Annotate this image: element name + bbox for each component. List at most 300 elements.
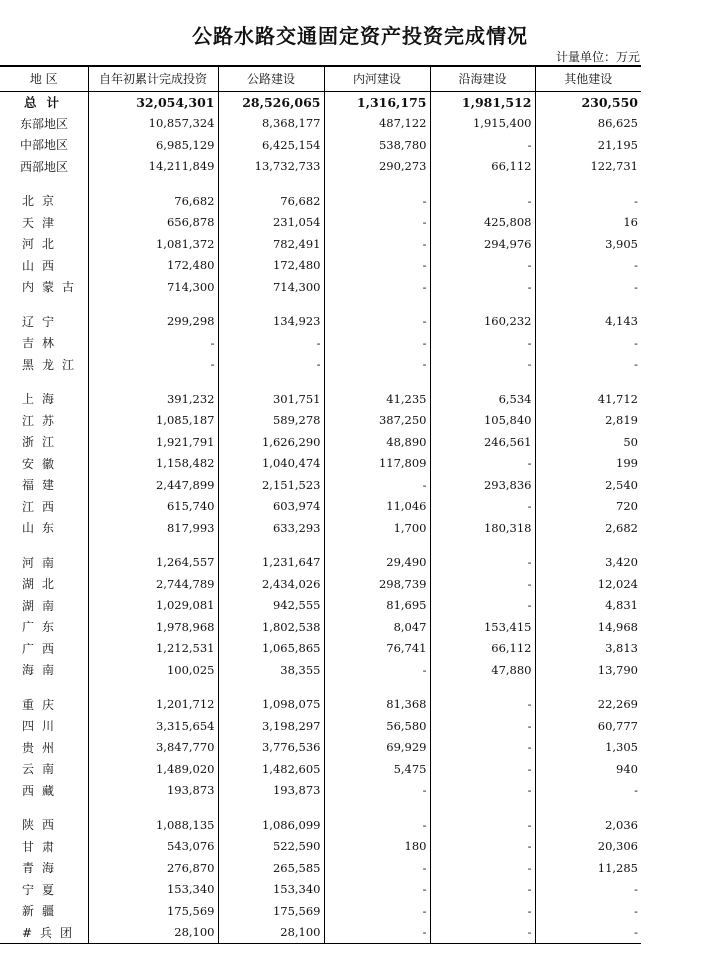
spacer-cell [88,801,218,814]
spacer-row [0,539,641,552]
coastal-cell: - [430,715,535,737]
spacer-cell [324,375,430,388]
spacer-cell [218,298,324,311]
highway-cell: 231,054 [218,212,324,234]
spacer-row [0,375,641,388]
table-row [0,453,641,475]
coastal-cell: 160,232 [430,311,535,333]
region-name: 山东 [22,521,63,536]
highway-cell: 714,300 [218,276,324,298]
inland-waterway-cell: 1,700 [324,517,430,539]
table-row [0,113,641,135]
other-cell: - [535,332,641,354]
table-row [0,431,641,453]
spacer-row [0,801,641,814]
region-name: 辽宁 [22,314,63,329]
header-other: 其他建设 [535,66,641,91]
highway-cell: 1,231,647 [218,552,324,574]
spacer-cell [88,298,218,311]
coastal-cell: 47,880 [430,659,535,681]
total-investment-cell: 299,298 [88,311,218,333]
table-row [0,900,641,922]
inland-waterway-cell: 29,490 [324,552,430,574]
total-investment-cell: 1,978,968 [88,616,218,638]
header-region: 地 区 [0,66,88,91]
spacer-cell [535,681,641,694]
table-row [0,354,641,376]
highway-cell: 1,802,538 [218,616,324,638]
coastal-cell: 180,318 [430,517,535,539]
table-row [0,715,641,737]
other-cell: 122,731 [535,156,641,178]
inland-waterway-cell: 41,235 [324,388,430,410]
spacer-cell [430,177,535,190]
highway-cell: 1,086,099 [218,814,324,836]
total-investment-cell: 1,081,372 [88,233,218,255]
highway-cell: 1,065,865 [218,638,324,660]
spacer-cell [430,375,535,388]
spacer-cell [535,539,641,552]
header-total-investment: 自年初累计完成投资 [88,66,218,91]
region-name: 山西 [22,258,63,273]
total-investment-cell: 153,340 [88,879,218,901]
other-cell: 20,306 [535,836,641,858]
coastal-cell: - [430,134,535,156]
table-row [0,922,641,944]
table-row [0,737,641,759]
spacer-cell [0,801,88,814]
other-cell: 3,420 [535,552,641,574]
region-name: 贵州 [22,740,63,755]
highway-cell: 6,425,154 [218,134,324,156]
inland-waterway-cell: 298,739 [324,573,430,595]
spacer-cell [535,177,641,190]
other-cell: 230,550 [535,91,641,113]
region-name: 宁夏 [22,882,63,897]
inland-waterway-cell: 1,316,175 [324,91,430,113]
total-investment-cell: 615,740 [88,496,218,518]
table-row [0,474,641,496]
spacer-row [0,298,641,311]
highway-cell: 3,198,297 [218,715,324,737]
table-row [0,638,641,660]
total-investment-cell: 1,029,081 [88,595,218,617]
inland-waterway-cell: 48,890 [324,431,430,453]
spacer-cell [0,539,88,552]
coastal-cell: - [430,900,535,922]
region-name: 西藏 [22,783,63,798]
highway-cell: 782,491 [218,233,324,255]
header-row [0,66,641,91]
spacer-cell [324,801,430,814]
table-row [0,616,641,638]
unit-label: 计量单位：万元 [555,50,640,64]
table-row [0,190,641,212]
table-row [0,311,641,333]
highway-cell: 13,732,733 [218,156,324,178]
coastal-cell: 66,112 [430,638,535,660]
header-highway: 公路建设 [218,66,324,91]
region-name: 河北 [22,237,63,252]
region-name: 黑龙江 [22,357,83,372]
highway-cell: 172,480 [218,255,324,277]
spacer-cell [218,375,324,388]
other-cell: 14,968 [535,616,641,638]
table-row [0,814,641,836]
total-investment-cell: 817,993 [88,517,218,539]
region-name: 新疆 [22,904,63,919]
inland-waterway-cell: - [324,900,430,922]
highway-cell: 2,151,523 [218,474,324,496]
total-investment-cell: 1,088,135 [88,814,218,836]
total-investment-cell: 100,025 [88,659,218,681]
page-title: 公路水路交通固定资产投资完成情况 [192,24,528,48]
spacer-cell [88,177,218,190]
total-investment-cell: 2,447,899 [88,474,218,496]
spacer-cell [324,298,430,311]
other-cell: 2,036 [535,814,641,836]
coastal-cell: - [430,737,535,759]
inland-waterway-cell: - [324,212,430,234]
highway-cell: 134,923 [218,311,324,333]
total-investment-cell: 172,480 [88,255,218,277]
coastal-cell: - [430,453,535,475]
coastal-cell: - [430,879,535,901]
highway-cell: 153,340 [218,879,324,901]
inland-waterway-cell: - [324,276,430,298]
inland-waterway-cell: - [324,311,430,333]
spacer-cell [218,177,324,190]
total-investment-cell: 1,212,531 [88,638,218,660]
other-cell: 2,682 [535,517,641,539]
other-cell: - [535,879,641,901]
total-investment-cell: 76,682 [88,190,218,212]
header-inland-waterway: 内河建设 [324,66,430,91]
highway-cell: 1,040,474 [218,453,324,475]
other-cell: 22,269 [535,694,641,716]
coastal-cell: 66,112 [430,156,535,178]
spacer-cell [535,298,641,311]
coastal-cell: 425,808 [430,212,535,234]
highway-cell: 603,974 [218,496,324,518]
spacer-cell [218,681,324,694]
other-cell: - [535,276,641,298]
inland-waterway-cell: 8,047 [324,616,430,638]
region-name: 四川 [22,719,63,734]
region-name: 福建 [22,478,63,493]
other-cell: 1,305 [535,737,641,759]
other-cell: 2,540 [535,474,641,496]
table-row [0,233,641,255]
coastal-cell: - [430,573,535,595]
table-row [0,134,641,156]
total-investment-cell: 1,264,557 [88,552,218,574]
table-row [0,836,641,858]
total-investment-cell: - [88,332,218,354]
other-cell: - [535,780,641,802]
region-name: 内蒙古 [22,280,83,295]
other-cell: 2,819 [535,410,641,432]
inland-waterway-cell: - [324,190,430,212]
spacer-cell [0,298,88,311]
coastal-cell: - [430,255,535,277]
region-name: 重庆 [22,697,63,712]
spacer-cell [88,539,218,552]
region-name: 青海 [22,861,63,876]
spacer-row [0,177,641,190]
table-body [0,91,641,943]
total-investment-cell: 276,870 [88,857,218,879]
region-name: 江苏 [22,413,63,428]
coastal-cell: - [430,190,535,212]
inland-waterway-cell: 290,273 [324,156,430,178]
inland-waterway-cell: - [324,780,430,802]
total-investment-cell: 28,100 [88,922,218,944]
inland-waterway-cell: - [324,255,430,277]
other-cell: 12,024 [535,573,641,595]
coastal-cell: - [430,595,535,617]
inland-waterway-cell: - [324,857,430,879]
highway-cell: - [218,354,324,376]
header-coastal: 沿海建设 [430,66,535,91]
inland-waterway-cell: - [324,354,430,376]
other-cell: - [535,922,641,944]
inland-waterway-cell: 487,122 [324,113,430,135]
other-cell: 41,712 [535,388,641,410]
table-row [0,410,641,432]
spacer-cell [430,681,535,694]
region-name: 湖北 [22,577,63,592]
coastal-cell: - [430,758,535,780]
spacer-cell [324,681,430,694]
other-cell: 16 [535,212,641,234]
coastal-cell: - [430,836,535,858]
table-row [0,552,641,574]
table-row [0,879,641,901]
spacer-cell [88,681,218,694]
coastal-cell: 293,836 [430,474,535,496]
total-investment-cell: 1,489,020 [88,758,218,780]
region-name: 西部地区 [20,159,69,174]
highway-cell: 1,098,075 [218,694,324,716]
highway-cell: 301,751 [218,388,324,410]
table-row [0,255,641,277]
table-row [0,694,641,716]
inland-waterway-cell: - [324,814,430,836]
other-cell: 60,777 [535,715,641,737]
coastal-cell: 294,976 [430,233,535,255]
total-investment-cell: 2,744,789 [88,573,218,595]
other-cell: 4,831 [535,595,641,617]
spacer-cell [535,375,641,388]
other-cell: 86,625 [535,113,641,135]
highway-cell: 193,873 [218,780,324,802]
coastal-cell: - [430,332,535,354]
other-cell: 21,195 [535,134,641,156]
highway-cell: - [218,332,324,354]
table-row [0,573,641,595]
region-name: 江西 [22,499,63,514]
other-cell: 13,790 [535,659,641,681]
spacer-cell [535,801,641,814]
coastal-cell: - [430,780,535,802]
region-name: 河南 [22,555,63,570]
other-cell: 940 [535,758,641,780]
table-row [0,517,641,539]
highway-cell: 76,682 [218,190,324,212]
highway-cell: 38,355 [218,659,324,681]
spacer-cell [0,177,88,190]
coastal-cell: 1,915,400 [430,113,535,135]
region-name: #兵团 [0,922,88,944]
highway-cell: 175,569 [218,900,324,922]
total-investment-cell: 656,878 [88,212,218,234]
region-name: 东部地区 [20,116,69,131]
highway-cell: 1,482,605 [218,758,324,780]
total-investment-cell: 3,315,654 [88,715,218,737]
inland-waterway-cell: 180 [324,836,430,858]
inland-waterway-cell: - [324,332,430,354]
coastal-cell: - [430,857,535,879]
inland-waterway-cell: - [324,659,430,681]
table-row [0,212,641,234]
region-name: 安徽 [22,456,63,471]
other-cell: - [535,255,641,277]
inland-waterway-cell: 56,580 [324,715,430,737]
inland-waterway-cell: - [324,233,430,255]
highway-cell: 8,368,177 [218,113,324,135]
table-row [0,857,641,879]
other-cell: 11,285 [535,857,641,879]
table-row [0,156,641,178]
inland-waterway-cell: 5,475 [324,758,430,780]
highway-cell: 1,626,290 [218,431,324,453]
total-investment-cell: 175,569 [88,900,218,922]
other-cell: - [535,354,641,376]
table-row [0,780,641,802]
investment-table [0,65,641,944]
total-investment-cell: 10,857,324 [88,113,218,135]
other-cell: 720 [535,496,641,518]
inland-waterway-cell: 76,741 [324,638,430,660]
coastal-cell: - [430,694,535,716]
spacer-cell [430,801,535,814]
inland-waterway-cell: 117,809 [324,453,430,475]
region-name: 中部地区 [20,138,69,153]
spacer-cell [0,681,88,694]
highway-cell: 633,293 [218,517,324,539]
total-investment-cell: 193,873 [88,780,218,802]
highway-cell: 265,585 [218,857,324,879]
other-cell: 3,813 [535,638,641,660]
coastal-cell: - [430,496,535,518]
total-investment-cell: 14,211,849 [88,156,218,178]
table-row [0,758,641,780]
highway-cell: 2,434,026 [218,573,324,595]
highway-cell: 942,555 [218,595,324,617]
region-name: 总计 [24,95,70,110]
other-cell: 50 [535,431,641,453]
spacer-cell [324,177,430,190]
coastal-cell: - [430,276,535,298]
total-investment-cell: 391,232 [88,388,218,410]
spacer-cell [88,375,218,388]
spacer-cell [430,298,535,311]
other-cell: 3,905 [535,233,641,255]
inland-waterway-cell: - [324,474,430,496]
spacer-cell [324,539,430,552]
total-investment-cell: 1,921,791 [88,431,218,453]
coastal-cell: - [430,922,535,944]
table-row [0,659,641,681]
total-investment-cell: 3,847,770 [88,737,218,759]
table-row [0,595,641,617]
spacer-cell [0,375,88,388]
spacer-cell [430,539,535,552]
other-cell: 199 [535,453,641,475]
highway-cell: 28,100 [218,922,324,944]
inland-waterway-cell: 387,250 [324,410,430,432]
other-cell: 4,143 [535,311,641,333]
inland-waterway-cell: - [324,922,430,944]
table-row [0,276,641,298]
inland-waterway-cell: 81,695 [324,595,430,617]
region-name: 湖南 [22,598,63,613]
total-investment-cell: 1,201,712 [88,694,218,716]
highway-cell: 522,590 [218,836,324,858]
total-investment-cell: 714,300 [88,276,218,298]
region-name: 浙江 [22,435,63,450]
inland-waterway-cell: - [324,879,430,901]
coastal-cell: - [430,552,535,574]
spacer-cell [218,539,324,552]
coastal-cell: - [430,354,535,376]
total-investment-cell: - [88,354,218,376]
region-name: 云南 [22,762,63,777]
coastal-cell: 1,981,512 [430,91,535,113]
spacer-cell [218,801,324,814]
spacer-row [0,681,641,694]
region-name: 广西 [22,641,63,656]
other-cell: - [535,900,641,922]
total-row [0,91,641,113]
inland-waterway-cell: 11,046 [324,496,430,518]
region-name: 海南 [22,663,63,678]
total-investment-cell: 1,085,187 [88,410,218,432]
total-investment-cell: 6,985,129 [88,134,218,156]
highway-cell: 589,278 [218,410,324,432]
total-investment-cell: 32,054,301 [88,91,218,113]
region-name: 甘肃 [22,839,63,854]
coastal-cell: 105,840 [430,410,535,432]
table-row [0,332,641,354]
other-cell: - [535,190,641,212]
region-name: 北京 [22,194,63,209]
inland-waterway-cell: 538,780 [324,134,430,156]
table-row [0,496,641,518]
highway-cell: 28,526,065 [218,91,324,113]
total-investment-cell: 1,158,482 [88,453,218,475]
region-name: 吉林 [22,336,63,351]
region-name: 陕西 [22,818,63,833]
inland-waterway-cell: 81,368 [324,694,430,716]
inland-waterway-cell: 69,929 [324,737,430,759]
highway-cell: 3,776,536 [218,737,324,759]
region-name: 天津 [22,215,63,230]
coastal-cell: 6,534 [430,388,535,410]
coastal-cell: - [430,814,535,836]
table-row [0,388,641,410]
